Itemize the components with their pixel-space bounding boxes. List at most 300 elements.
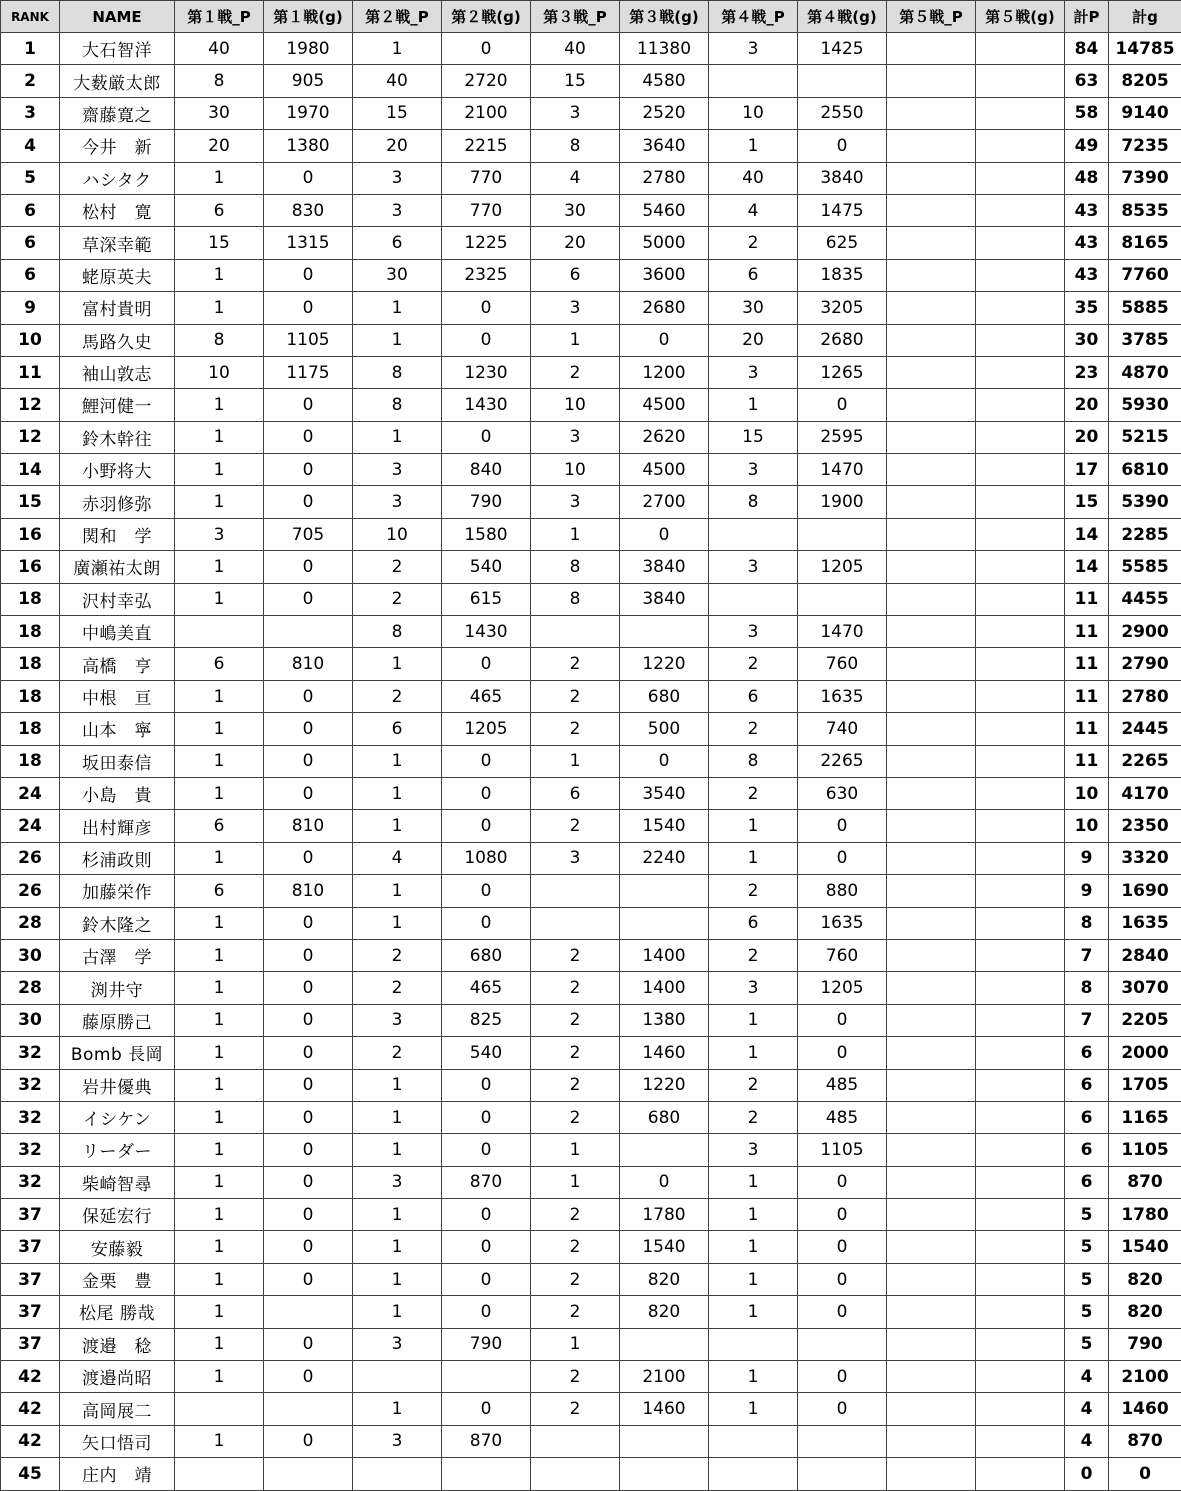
cell-round4-grams [798,65,887,97]
table-row [1,1037,1181,1069]
cell-total-points: 17 [1065,454,1109,486]
cell-round1-points: 1 [175,162,264,194]
cell-total-points: 6 [1065,1101,1109,1133]
cell-name: 金栗 豊 [60,1263,175,1295]
cell-round1-grams: 0 [264,551,353,583]
cell-total-points: 5 [1065,1296,1109,1328]
cell-round1-grams: 0 [264,1328,353,1360]
cell-round3-grams [620,1458,709,1490]
cell-round1-points: 1 [175,939,264,971]
cell-round4-points: 1 [709,1166,798,1198]
cell-round1-points: 1 [175,292,264,324]
cell-round5-grams [976,421,1065,453]
cell-round2-points: 40 [353,65,442,97]
cell-round4-grams: 1470 [798,454,887,486]
cell-total-grams: 5885 [1109,292,1181,324]
cell-round5-points [887,939,976,971]
cell-round4-grams: 1470 [798,616,887,648]
cell-round4-grams: 2595 [798,421,887,453]
cell-round2-points: 1 [353,33,442,65]
cell-total-points: 11 [1065,648,1109,680]
cell-name: 出村輝彦 [60,810,175,842]
cell-round3-grams: 3600 [620,259,709,291]
cell-round3-points: 8 [531,130,620,162]
cell-round3-grams: 2780 [620,162,709,194]
cell-total-points: 6 [1065,1037,1109,1069]
cell-round5-grams [976,1263,1065,1295]
cell-round2-points: 3 [353,454,442,486]
cell-total-points: 7 [1065,1004,1109,1036]
cell-round1-points: 1 [175,713,264,745]
cell-round5-grams [976,518,1065,550]
cell-total-grams: 8165 [1109,227,1181,259]
cell-round2-points: 1 [353,324,442,356]
cell-round1-points: 1 [175,680,264,712]
cell-round2-points: 6 [353,227,442,259]
cell-round5-grams [976,1328,1065,1360]
cell-round5-grams [976,907,1065,939]
cell-round3-points: 2 [531,1004,620,1036]
cell-round2-grams: 540 [442,551,531,583]
cell-round2-points: 2 [353,939,442,971]
table-row [1,486,1181,518]
cell-rank: 3 [1,97,60,129]
header-round5-points: 第５戦_P [887,1,976,33]
cell-round4-points: 3 [709,1134,798,1166]
cell-total-grams: 3320 [1109,842,1181,874]
cell-round5-points [887,777,976,809]
cell-round3-points: 1 [531,1166,620,1198]
cell-round2-points: 3 [353,486,442,518]
cell-name: 杉浦政則 [60,842,175,874]
cell-round3-grams: 2680 [620,292,709,324]
cell-round4-points: 10 [709,97,798,129]
cell-round5-points [887,713,976,745]
cell-round4-grams: 0 [798,1231,887,1263]
header-round4-points: 第４戦_P [709,1,798,33]
cell-round1-points: 1 [175,583,264,615]
cell-round4-grams [798,1458,887,1490]
cell-name: 高岡展二 [60,1393,175,1425]
cell-round3-points: 2 [531,972,620,1004]
table-row [1,1361,1181,1393]
cell-round1-grams: 0 [264,1199,353,1231]
cell-total-grams: 1460 [1109,1393,1181,1425]
cell-total-points: 48 [1065,162,1109,194]
cell-round3-points: 2 [531,1361,620,1393]
cell-round5-points [887,1328,976,1360]
cell-rank: 18 [1,713,60,745]
cell-round1-points: 1 [175,1296,264,1328]
cell-round3-points: 2 [531,1069,620,1101]
table-row [1,1101,1181,1133]
cell-round5-points [887,680,976,712]
cell-round4-grams: 3840 [798,162,887,194]
cell-round4-points [709,1458,798,1490]
cell-name: 沢村幸弘 [60,583,175,615]
cell-rank: 16 [1,551,60,583]
cell-round5-points [887,1037,976,1069]
cell-round3-grams: 0 [620,324,709,356]
cell-round2-points: 1 [353,1134,442,1166]
cell-round2-grams: 2100 [442,97,531,129]
cell-round4-points: 6 [709,907,798,939]
cell-total-points: 7 [1065,939,1109,971]
cell-round5-points [887,648,976,680]
cell-round4-grams: 1105 [798,1134,887,1166]
cell-round1-grams: 1175 [264,356,353,388]
cell-name: 袖山敦志 [60,356,175,388]
cell-total-grams: 4455 [1109,583,1181,615]
cell-name: 坂田泰信 [60,745,175,777]
cell-round3-points: 1 [531,745,620,777]
cell-rank: 18 [1,648,60,680]
cell-round1-points: 1 [175,1361,264,1393]
cell-round3-points: 1 [531,1328,620,1360]
cell-round1-grams: 0 [264,777,353,809]
cell-round3-grams [620,1425,709,1457]
cell-round3-grams: 1540 [620,810,709,842]
cell-round3-grams: 3640 [620,130,709,162]
cell-round4-grams: 625 [798,227,887,259]
table-row [1,454,1181,486]
cell-round5-points [887,162,976,194]
cell-round1-grams: 0 [264,1134,353,1166]
cell-name: ハシタク [60,162,175,194]
cell-total-grams: 1705 [1109,1069,1181,1101]
cell-round5-points [887,1263,976,1295]
cell-round1-grams: 810 [264,648,353,680]
cell-round5-points [887,1101,976,1133]
cell-round1-points: 1 [175,1425,264,1457]
cell-round5-grams [976,162,1065,194]
cell-round3-points: 10 [531,454,620,486]
cell-round1-grams [264,616,353,648]
cell-rank: 24 [1,777,60,809]
header-total-grams: 計g [1109,1,1181,33]
cell-round4-points: 3 [709,616,798,648]
cell-round3-points: 2 [531,713,620,745]
cell-total-grams: 5585 [1109,551,1181,583]
table-row [1,777,1181,809]
cell-round3-grams: 4500 [620,389,709,421]
cell-round4-points: 2 [709,939,798,971]
cell-name: 保延宏行 [60,1199,175,1231]
cell-round3-points: 1 [531,1134,620,1166]
cell-round4-points: 6 [709,680,798,712]
cell-name: 柴崎智尋 [60,1166,175,1198]
table-row [1,745,1181,777]
cell-name: 渡邉 稔 [60,1328,175,1360]
cell-round1-points [175,1393,264,1425]
cell-total-grams: 2285 [1109,518,1181,550]
cell-name: 渕井守 [60,972,175,1004]
cell-round4-grams [798,1425,887,1457]
cell-rank: 14 [1,454,60,486]
cell-rank: 6 [1,227,60,259]
cell-round2-grams: 2720 [442,65,531,97]
cell-round4-grams: 1475 [798,194,887,226]
cell-round5-grams [976,454,1065,486]
cell-total-grams: 4170 [1109,777,1181,809]
cell-name: 岩井優典 [60,1069,175,1101]
cell-round5-grams [976,616,1065,648]
cell-round1-points: 20 [175,130,264,162]
cell-round2-grams: 0 [442,1101,531,1133]
cell-round2-grams [442,1361,531,1393]
cell-total-grams: 8535 [1109,194,1181,226]
cell-round2-points: 1 [353,907,442,939]
cell-round1-grams: 0 [264,939,353,971]
cell-round4-points: 20 [709,324,798,356]
cell-round4-grams: 1835 [798,259,887,291]
cell-total-grams: 2265 [1109,745,1181,777]
cell-name: 小島 貴 [60,777,175,809]
cell-round1-points: 6 [175,875,264,907]
cell-round2-points: 1 [353,745,442,777]
cell-round5-points [887,356,976,388]
cell-round2-points: 1 [353,1101,442,1133]
cell-round4-points: 1 [709,130,798,162]
cell-rank: 37 [1,1231,60,1263]
cell-total-grams: 2000 [1109,1037,1181,1069]
cell-total-grams: 0 [1109,1458,1181,1490]
header-round3-points: 第３戦_P [531,1,620,33]
table-row [1,356,1181,388]
cell-round5-points [887,1458,976,1490]
cell-round1-points: 15 [175,227,264,259]
cell-round1-grams: 0 [264,583,353,615]
cell-round2-grams [442,1458,531,1490]
cell-round2-grams: 2325 [442,259,531,291]
cell-round1-points [175,616,264,648]
cell-round1-points: 1 [175,1231,264,1263]
cell-round5-grams [976,939,1065,971]
cell-rank: 37 [1,1199,60,1231]
cell-total-grams: 2350 [1109,810,1181,842]
cell-round4-grams: 1205 [798,972,887,1004]
table-row [1,162,1181,194]
cell-round3-grams [620,1134,709,1166]
cell-round2-points: 3 [353,194,442,226]
cell-round2-grams: 465 [442,972,531,1004]
header-row [1,1,1181,33]
cell-round4-grams: 485 [798,1101,887,1133]
cell-round1-grams: 830 [264,194,353,226]
cell-round3-grams: 1380 [620,1004,709,1036]
cell-round2-grams: 1080 [442,842,531,874]
header-round4-grams: 第４戦(g) [798,1,887,33]
cell-total-grams: 870 [1109,1425,1181,1457]
cell-total-points: 9 [1065,842,1109,874]
cell-round1-points: 1 [175,1069,264,1101]
table-row [1,842,1181,874]
cell-round1-grams: 0 [264,1101,353,1133]
cell-round5-grams [976,130,1065,162]
cell-name: 馬路久史 [60,324,175,356]
cell-total-points: 11 [1065,583,1109,615]
cell-round4-points: 2 [709,1069,798,1101]
cell-round5-points [887,194,976,226]
cell-round3-points: 2 [531,1263,620,1295]
cell-round3-grams: 1220 [620,648,709,680]
cell-name: 大薮厳太郎 [60,65,175,97]
cell-round5-points [887,907,976,939]
cell-round5-grams [976,1361,1065,1393]
cell-round3-points [531,1425,620,1457]
cell-round3-grams: 1400 [620,972,709,1004]
cell-total-points: 6 [1065,1069,1109,1101]
cell-round1-points: 1 [175,1004,264,1036]
cell-round4-points: 6 [709,259,798,291]
cell-round5-grams [976,1199,1065,1231]
cell-rank: 30 [1,1004,60,1036]
cell-round3-grams: 820 [620,1263,709,1295]
cell-total-points: 6 [1065,1134,1109,1166]
cell-total-points: 15 [1065,486,1109,518]
cell-rank: 9 [1,292,60,324]
cell-rank: 30 [1,939,60,971]
cell-round3-points: 3 [531,292,620,324]
cell-round2-grams: 1225 [442,227,531,259]
table-row [1,551,1181,583]
cell-round3-grams: 1460 [620,1393,709,1425]
cell-rank: 15 [1,486,60,518]
cell-round5-points [887,97,976,129]
table-row [1,324,1181,356]
table-row [1,518,1181,550]
cell-round3-points: 15 [531,65,620,97]
cell-round3-points: 3 [531,97,620,129]
cell-round4-grams: 630 [798,777,887,809]
cell-total-grams: 4870 [1109,356,1181,388]
cell-total-points: 5 [1065,1231,1109,1263]
cell-name: 高橋 亨 [60,648,175,680]
cell-round3-grams: 2240 [620,842,709,874]
cell-total-points: 11 [1065,745,1109,777]
cell-round4-grams: 760 [798,648,887,680]
cell-round1-points: 30 [175,97,264,129]
cell-round1-points: 1 [175,972,264,1004]
cell-round2-grams: 0 [442,324,531,356]
cell-round1-grams: 0 [264,292,353,324]
table-row [1,259,1181,291]
table-row [1,648,1181,680]
cell-total-points: 20 [1065,421,1109,453]
cell-total-points: 11 [1065,713,1109,745]
cell-round1-grams: 0 [264,1004,353,1036]
cell-rank: 18 [1,616,60,648]
cell-total-grams: 6810 [1109,454,1181,486]
cell-round1-points: 1 [175,486,264,518]
cell-rank: 11 [1,356,60,388]
cell-total-points: 43 [1065,259,1109,291]
table-row [1,1199,1181,1231]
cell-round3-points: 2 [531,1037,620,1069]
cell-round2-grams: 0 [442,1134,531,1166]
cell-total-grams: 14785 [1109,33,1181,65]
table-row [1,1393,1181,1425]
cell-round2-grams: 0 [442,1263,531,1295]
cell-round1-points: 1 [175,1166,264,1198]
cell-round5-grams [976,1069,1065,1101]
cell-round4-points: 1 [709,810,798,842]
cell-rank: 24 [1,810,60,842]
cell-round3-grams: 2520 [620,97,709,129]
cell-round5-points [887,810,976,842]
cell-round1-points: 1 [175,1101,264,1133]
cell-rank: 45 [1,1458,60,1490]
cell-round4-points [709,1328,798,1360]
cell-rank: 6 [1,194,60,226]
cell-total-grams: 5215 [1109,421,1181,453]
table-row [1,1458,1181,1490]
cell-round4-points: 3 [709,356,798,388]
cell-round2-points: 1 [353,1069,442,1101]
header-round2-grams: 第２戦(g) [442,1,531,33]
cell-round3-points: 8 [531,583,620,615]
cell-round4-grams: 0 [798,130,887,162]
cell-round2-points: 6 [353,713,442,745]
cell-round4-grams: 0 [798,389,887,421]
cell-round2-points: 3 [353,1425,442,1457]
cell-round2-grams: 0 [442,292,531,324]
cell-round5-points [887,1199,976,1231]
cell-round5-points [887,1361,976,1393]
cell-round4-grams: 3205 [798,292,887,324]
cell-round5-grams [976,972,1065,1004]
cell-round1-grams: 1970 [264,97,353,129]
cell-total-grams: 5390 [1109,486,1181,518]
table-row [1,939,1181,971]
cell-total-grams: 820 [1109,1296,1181,1328]
header-round1-points: 第１戦_P [175,1,264,33]
cell-total-points: 8 [1065,907,1109,939]
cell-round2-grams: 770 [442,162,531,194]
header-rank: RANK [1,1,60,33]
cell-rank: 26 [1,875,60,907]
cell-total-points: 11 [1065,680,1109,712]
cell-round1-points: 1 [175,421,264,453]
cell-round2-grams: 0 [442,1069,531,1101]
cell-name: 鈴木幹往 [60,421,175,453]
cell-round3-grams [620,1328,709,1360]
cell-round3-grams [620,616,709,648]
cell-round5-points [887,1393,976,1425]
table-row [1,292,1181,324]
cell-round3-points: 2 [531,1296,620,1328]
cell-rank: 37 [1,1296,60,1328]
cell-round3-grams [620,907,709,939]
cell-round5-points [887,745,976,777]
cell-round4-grams: 0 [798,1361,887,1393]
cell-round2-grams: 0 [442,810,531,842]
cell-round2-grams: 840 [442,454,531,486]
cell-round1-grams: 0 [264,1166,353,1198]
cell-round5-points [887,1425,976,1457]
table-row [1,1231,1181,1263]
cell-round5-grams [976,486,1065,518]
cell-round1-grams: 0 [264,1231,353,1263]
cell-name: 中嶋美直 [60,616,175,648]
cell-name: 関和 学 [60,518,175,550]
cell-round4-grams: 1265 [798,356,887,388]
cell-round1-points: 1 [175,1263,264,1295]
cell-round4-grams: 2680 [798,324,887,356]
cell-round5-grams [976,194,1065,226]
cell-round5-points [887,972,976,1004]
cell-round1-points: 6 [175,810,264,842]
